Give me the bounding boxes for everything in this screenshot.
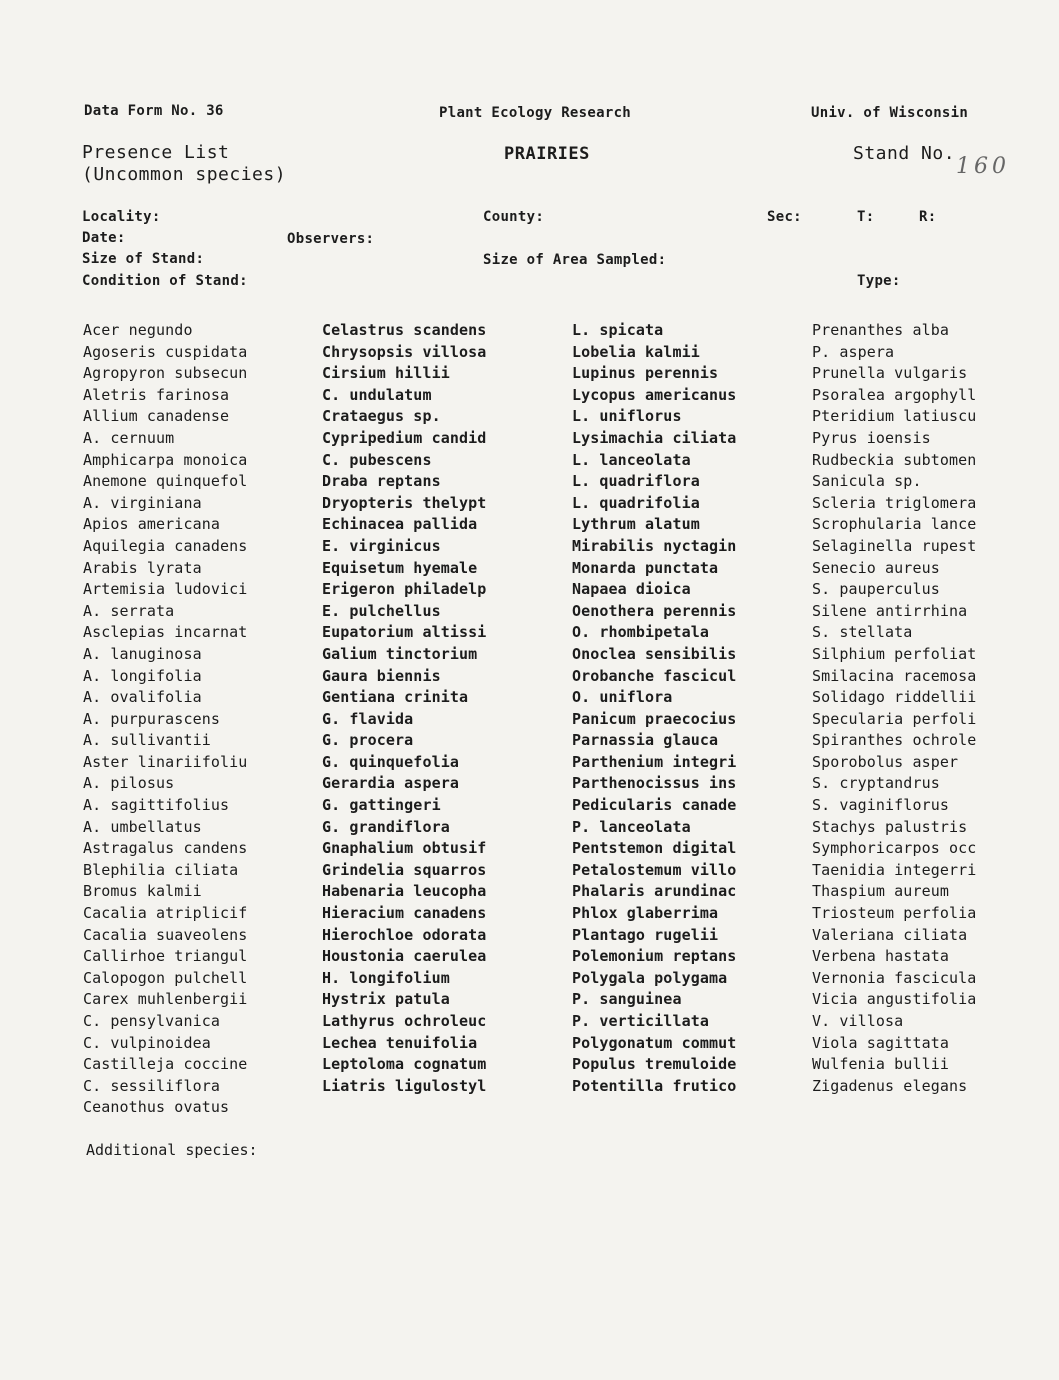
species-item: L. quadriflora — [572, 472, 700, 491]
species-item: Callirhoe triangul — [83, 947, 248, 966]
species-item: Pteridium latiuscu — [812, 407, 977, 426]
species-item: P. verticillata — [572, 1012, 709, 1030]
species-item: Valeriana ciliata — [812, 925, 968, 944]
species-item: L. lanceolata — [572, 450, 691, 469]
species-column-2 — [322, 320, 486, 1097]
locality-field: Locality: — [82, 209, 161, 225]
university: Univ. of Wisconsin — [811, 105, 969, 121]
species-item: Vernonia fascicula — [812, 968, 977, 987]
species-item: Panicum praecocius — [572, 709, 737, 728]
species-item: Agoseris cuspidata — [83, 342, 248, 361]
species-item: A. purpurascens — [83, 709, 220, 728]
species-item: Symphoricarpos occ — [812, 839, 977, 858]
county-field: County: — [483, 209, 545, 225]
species-item: Crataegus sp. — [322, 407, 441, 426]
species-item: P. lanceolata — [572, 817, 691, 836]
species-item: Mirabilis nyctagin — [572, 536, 737, 555]
species-item: Amphicarpa monoica — [83, 450, 248, 469]
species-item: Arabis lyrata — [83, 558, 202, 577]
species-item: Erigeron philadelp — [322, 580, 487, 599]
stand-number-handwritten: 160 — [956, 154, 1010, 179]
species-item: Artemisia ludovici — [83, 580, 248, 599]
date-field: Date: — [82, 230, 126, 246]
species-item: Cacalia atriplicif — [83, 904, 248, 923]
species-item: Bromus kalmii — [83, 882, 202, 901]
species-item: Acer negundo — [83, 321, 193, 339]
species-item: Castilleja coccine — [83, 1055, 248, 1074]
species-item: Lupinus perennis — [572, 364, 719, 383]
species-item: L. quadrifolia — [572, 493, 700, 512]
species-item: A. sagittifolius — [83, 796, 230, 815]
species-item: A. serrata — [83, 601, 175, 620]
species-item: Aletris farinosa — [83, 385, 230, 404]
species-item: P. sanguinea — [572, 990, 682, 1009]
species-item: Phlox glaberrima — [572, 904, 719, 923]
species-item: Wulfenia bullii — [812, 1055, 949, 1074]
species-item: Psoralea argophyll — [812, 385, 977, 404]
species-item: A. lanuginosa — [83, 644, 202, 663]
species-item: Eupatorium altissi — [322, 623, 487, 642]
species-item: Echinacea pallida — [322, 515, 478, 534]
species-item: Triosteum perfolia — [812, 904, 977, 923]
sec-field: Sec: — [767, 209, 802, 225]
species-item: Polemonium reptans — [572, 947, 737, 966]
species-item: Orobanche fascicul — [572, 666, 737, 685]
species-item: Scleria triglomera — [812, 493, 977, 512]
species-item: Lechea tenuifolia — [322, 1033, 478, 1052]
species-item: O. uniflora — [572, 688, 673, 707]
species-item: Gaura biennis — [322, 666, 441, 685]
species-item: Sporobolus asper — [812, 752, 959, 771]
species-item: Apios americana — [83, 515, 220, 534]
species-item: Parthenium integri — [572, 752, 737, 771]
species-item: L. spicata — [572, 321, 664, 339]
species-item: Aster linariifoliu — [83, 752, 248, 771]
species-item: Plantago rugelii — [572, 925, 719, 944]
species-item: Cypripedium candid — [322, 428, 487, 447]
species-item: G. gattingeri — [322, 796, 441, 815]
species-item: Potentilla frutico — [572, 1076, 737, 1095]
species-item: Gerardia aspera — [322, 774, 459, 793]
species-item: Houstonia caerulea — [322, 947, 487, 966]
species-item: Dryopteris thelypt — [322, 493, 487, 512]
species-item: Petalostemum villo — [572, 860, 737, 879]
species-item: Parnassia glauca — [572, 731, 719, 750]
species-item: Lathyrus ochroleuc — [322, 1012, 487, 1030]
species-item: Polygonatum commut — [572, 1033, 737, 1052]
species-item: Calopogon pulchell — [83, 968, 248, 987]
species-item: L. uniflorus — [572, 407, 682, 426]
observers-field: Observers: — [287, 231, 375, 247]
species-item: Selaginella rupest — [812, 536, 977, 555]
species-item: C. vulpinoidea — [83, 1033, 211, 1052]
species-item: Galium tinctorium — [322, 644, 478, 663]
species-item: Allium canadense — [83, 407, 230, 426]
species-item: Cirsium hillii — [322, 364, 450, 383]
species-item: Polygala polygama — [572, 968, 728, 987]
species-item: Stachys palustris — [812, 817, 968, 836]
species-column-3 — [572, 320, 736, 1097]
species-item: S. stellata — [812, 623, 913, 642]
species-item: Cacalia suaveolens — [83, 925, 248, 944]
species-item: Celastrus scandens — [322, 321, 487, 339]
species-item: Anemone quinquefol — [83, 472, 248, 491]
species-item: Thaspium aureum — [812, 882, 949, 901]
species-item: Pedicularis canade — [572, 796, 737, 815]
species-item: Lysimachia ciliata — [572, 428, 737, 447]
species-item: Pyrus ioensis — [812, 428, 931, 447]
species-item: A. virginiana — [83, 493, 202, 512]
category-title: PRAIRIES — [504, 144, 590, 164]
species-item: Ceanothus ovatus — [83, 1098, 230, 1117]
form-number: Data Form No. 36 — [84, 103, 224, 119]
species-item: Scrophularia lance — [812, 515, 977, 534]
species-item: Agropyron subsecun — [83, 364, 248, 383]
species-item: Onoclea sensibilis — [572, 644, 737, 663]
species-item: Blephilia ciliata — [83, 860, 239, 879]
species-item: E. pulchellus — [322, 601, 441, 620]
species-item: V. villosa — [812, 1012, 904, 1030]
species-item: Monarda punctata — [572, 558, 719, 577]
species-item: Parthenocissus ins — [572, 774, 737, 793]
species-item: A. umbellatus — [83, 817, 202, 836]
species-item: Smilacina racemosa — [812, 666, 977, 685]
species-item: P. aspera — [812, 342, 895, 361]
species-item: Senecio aureus — [812, 558, 940, 577]
species-item: Silene antirrhina — [812, 601, 968, 620]
size-of-stand-field: Size of Stand: — [82, 251, 205, 267]
species-item: Aquilegia canadens — [83, 536, 248, 555]
additional-species-label: Additional species: — [86, 1141, 258, 1159]
species-item: Zigadenus elegans — [812, 1076, 968, 1095]
species-item: Hierochloe odorata — [322, 925, 487, 944]
species-item: C. undulatum — [322, 385, 432, 404]
organization: Plant Ecology Research — [439, 105, 632, 121]
township-field: T: — [857, 209, 875, 225]
species-item: Hieracium canadens — [322, 904, 487, 923]
species-item: Gentiana crinita — [322, 688, 469, 707]
stand-number-label: Stand No. — [853, 143, 956, 164]
species-item: Vicia angustifolia — [812, 990, 977, 1009]
species-item: Hystrix patula — [322, 990, 450, 1009]
species-item: A. ovalifolia — [83, 688, 202, 707]
species-column-4 — [812, 320, 976, 1097]
species-item: Prenanthes alba — [812, 321, 949, 339]
species-item: G. quinquefolia — [322, 752, 459, 771]
species-item: Grindelia squarros — [322, 860, 487, 879]
species-item: Silphium perfoliat — [812, 644, 977, 663]
species-item: A. sullivantii — [83, 731, 211, 750]
species-item: Spiranthes ochrole — [812, 731, 977, 750]
list-title-line1: Presence List — [82, 142, 230, 163]
species-item: Gnaphalium obtusif — [322, 839, 487, 858]
species-item: Lobelia kalmii — [572, 342, 700, 361]
species-item: A. longifolia — [83, 666, 202, 685]
species-item: C. pubescens — [322, 450, 432, 469]
species-item: Oenothera perennis — [572, 601, 737, 620]
species-item: S. vaginiflorus — [812, 796, 949, 815]
species-item: Equisetum hyemale — [322, 558, 478, 577]
condition-field: Condition of Stand: — [82, 273, 248, 289]
species-item: Rudbeckia subtomen — [812, 450, 977, 469]
species-item: C. sessiliflora — [83, 1076, 220, 1095]
species-item: G. procera — [322, 731, 414, 750]
species-column-1 — [83, 320, 247, 1119]
species-item: Pentstemon digital — [572, 839, 737, 858]
species-item: Solidago riddellii — [812, 688, 977, 707]
size-of-area-field: Size of Area Sampled: — [483, 252, 667, 268]
species-item: Liatris ligulostyl — [322, 1076, 487, 1095]
species-item: Lycopus americanus — [572, 385, 737, 404]
species-item: Habenaria leucopha — [322, 882, 487, 901]
species-item: Asclepias incarnat — [83, 623, 248, 642]
species-item: Carex muhlenbergii — [83, 990, 248, 1009]
species-item: Chrysopsis villosa — [322, 342, 487, 361]
species-item: Prunella vulgaris — [812, 364, 968, 383]
range-field: R: — [919, 209, 937, 225]
species-item: G. flavida — [322, 709, 414, 728]
species-item: E. virginicus — [322, 536, 441, 555]
species-item: H. longifolium — [322, 968, 450, 987]
species-item: Taenidia integerri — [812, 860, 977, 879]
species-item: Astragalus candens — [83, 839, 248, 858]
species-item: O. rhombipetala — [572, 623, 709, 642]
species-item: Lythrum alatum — [572, 515, 700, 534]
species-item: Sanicula sp. — [812, 472, 922, 491]
list-title-line2: (Uncommon species) — [82, 164, 287, 185]
species-item: Populus tremuloide — [572, 1055, 737, 1074]
species-item: Specularia perfoli — [812, 709, 977, 728]
type-field: Type: — [857, 273, 901, 289]
species-item: Napaea dioica — [572, 580, 691, 599]
species-item: Phalaris arundinac — [572, 882, 737, 901]
species-item: Verbena hastata — [812, 947, 949, 966]
species-item: S. pauperculus — [812, 580, 940, 599]
species-item: A. pilosus — [83, 774, 175, 793]
species-item: Draba reptans — [322, 472, 441, 491]
species-item: S. cryptandrus — [812, 774, 940, 793]
species-item: A. cernuum — [83, 428, 175, 447]
species-item: C. pensylvanica — [83, 1012, 220, 1030]
species-item: Viola sagittata — [812, 1033, 949, 1052]
species-item: Leptoloma cognatum — [322, 1055, 487, 1074]
species-item: G. grandiflora — [322, 817, 450, 836]
